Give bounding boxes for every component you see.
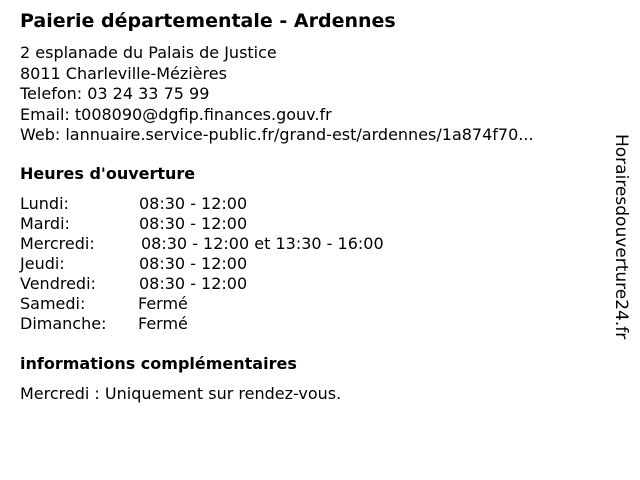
day-label: Mardi: (20, 214, 70, 233)
city-address: 8011 Charleville-Mézières (20, 63, 227, 83)
hours-value: Fermé (138, 294, 188, 313)
hours-value: 08:30 - 12:00 (139, 194, 248, 213)
day-label: Samedi: (20, 294, 86, 313)
hours-heading: Heures d'ouverture (20, 164, 196, 183)
hours-row-saturday (20, 294, 384, 314)
website-link[interactable]: Web: lannuaire.service-public.fr/grand-est/ardennes/1a874f70... (20, 125, 534, 144)
day-label: Vendredi: (20, 274, 96, 293)
hours-row-tuesday (20, 214, 384, 234)
hours-row-monday (20, 194, 384, 214)
info-heading: informations complémentaires (20, 354, 297, 373)
hours-value: Fermé (138, 314, 188, 333)
info-text: Mercredi : Uniquement sur rendez-vous. (20, 384, 342, 403)
day-label: Mercredi: (20, 234, 95, 253)
day-label: Dimanche: (20, 314, 107, 333)
hours-row-sunday (20, 314, 384, 334)
email-address: Email: t008090@dgfip.finances.gouv.fr (20, 104, 332, 124)
hours-value: 08:30 - 12:00 (139, 214, 248, 233)
street-address: 2 esplanade du Palais de Justice (20, 43, 277, 62)
hours-row-wednesday (20, 234, 384, 254)
hours-table (20, 194, 384, 334)
watermark-text: Horairesdouverture24.fr (611, 134, 631, 340)
day-label: Jeudi: (20, 254, 65, 273)
hours-value: 08:30 - 12:00 (139, 254, 248, 273)
hours-value: 08:30 - 12:00 (139, 274, 248, 293)
hours-row-thursday (20, 254, 384, 274)
contact-block (20, 43, 534, 146)
hours-value: 08:30 - 12:00 et 13:30 - 16:00 (141, 234, 384, 253)
hours-row-friday (20, 274, 384, 294)
phone-number: Telefon: 03 24 33 75 99 (20, 84, 210, 103)
day-label: Lundi: (20, 194, 69, 213)
page-title: Paierie départementale - Ardennes (20, 10, 396, 32)
